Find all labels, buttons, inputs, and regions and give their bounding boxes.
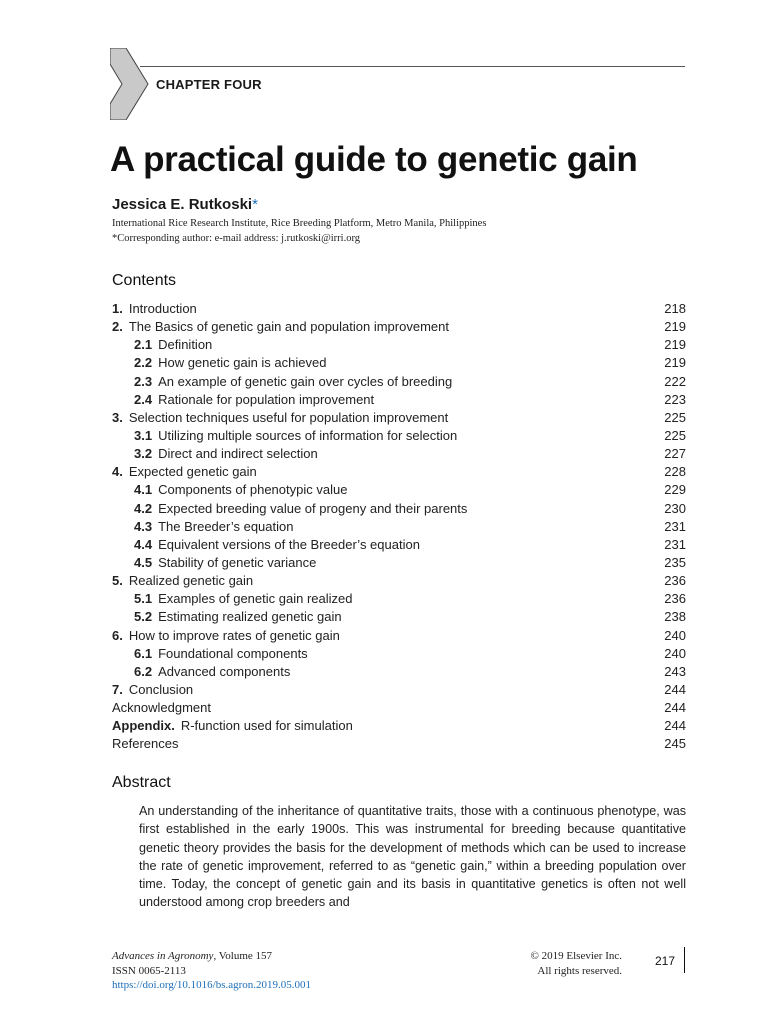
toc-entry-number: 5. — [112, 573, 123, 589]
toc-entry-number: 2.3 — [134, 373, 153, 389]
corresponding-author: *Corresponding author: e-mail address: j.rutkoski@irri.org — [112, 233, 361, 244]
journal-volume: , Volume 157 — [213, 950, 273, 962]
toc-entry-page: 231 — [664, 536, 686, 552]
toc-entry-title: Utilizing multiple sources of information for selection — [158, 427, 458, 443]
toc-entry-title: R-function used for simulation — [180, 718, 353, 734]
toc-entry-page: 223 — [664, 391, 686, 407]
toc-entry[interactable] — [112, 590, 686, 608]
toc-entry[interactable] — [112, 572, 686, 590]
toc-entry-page: 219 — [664, 319, 686, 335]
toc-entry-title: Definition — [158, 337, 213, 353]
doi-link[interactable]: https://doi.org/10.1016/bs.agron.2019.05.001 — [112, 979, 312, 991]
toc-entry-page: 236 — [664, 573, 686, 589]
contents-heading: Contents — [112, 272, 177, 289]
toc-entry[interactable] — [112, 300, 686, 318]
toc-entry[interactable] — [112, 735, 686, 753]
toc-entry-page: 229 — [664, 482, 686, 498]
toc-entry-number: 4.4 — [134, 536, 153, 552]
toc-entry-title: Selection techniques useful for population improvement — [128, 409, 449, 425]
toc-entry[interactable] — [112, 699, 686, 717]
toc-entry[interactable] — [112, 645, 686, 663]
toc-entry[interactable] — [112, 518, 686, 536]
toc-entry-title: Expected breeding value of progeny and their parents — [158, 500, 468, 516]
toc-entry-page: 218 — [664, 301, 686, 316]
page-number-rule — [684, 947, 685, 973]
toc-entry-number: 4. — [112, 464, 123, 480]
toc-entry-title: The Breeder’s equation — [158, 518, 294, 534]
toc-entry-number: 3. — [112, 409, 123, 425]
affiliation-line: International Rice Research Institute, Rice Breeding Platform, Metro Manila, Philippines — [112, 218, 487, 229]
author-mark[interactable]: * — [252, 196, 258, 213]
footer-citation — [112, 949, 311, 993]
toc-entry[interactable] — [112, 427, 686, 445]
table-of-contents — [112, 300, 686, 754]
toc-entry-page: 231 — [664, 518, 686, 534]
toc-entry-title: Foundational components — [158, 645, 308, 661]
page-number: 217 — [655, 954, 676, 968]
toc-entry-page: 238 — [664, 609, 686, 625]
rights: All rights reserved. — [537, 964, 622, 977]
chapter-label: CHAPTER FOUR — [156, 77, 262, 92]
toc-entry-title: Conclusion — [128, 681, 194, 697]
toc-entry[interactable] — [112, 445, 686, 463]
author — [112, 196, 258, 213]
article-title: A practical guide to genetic gain — [110, 140, 638, 179]
toc-entry-title: Examples of genetic gain realized — [158, 591, 353, 607]
toc-entry-number: Appendix. — [112, 718, 175, 734]
chapter-rule — [140, 66, 685, 67]
toc-entry-page: 227 — [664, 446, 686, 462]
toc-entry-number: 1. — [112, 301, 123, 316]
toc-entry-number: 2.4 — [134, 391, 153, 407]
toc-entry-number: 4.3 — [134, 518, 153, 534]
author-name: Jessica E. Rutkoski — [112, 196, 253, 213]
toc-entry-page: 219 — [664, 337, 686, 353]
toc-entry-number: 6.2 — [134, 663, 153, 679]
toc-entry[interactable] — [112, 336, 686, 354]
toc-entry[interactable] — [112, 627, 686, 645]
toc-entry[interactable] — [112, 481, 686, 499]
toc-entry[interactable] — [112, 663, 686, 681]
toc-entry-page: 228 — [664, 464, 686, 480]
toc-entry-number: 4.1 — [134, 482, 153, 498]
toc-entry-page: 244 — [664, 718, 686, 734]
abstract-heading: Abstract — [112, 774, 171, 791]
toc-entry-number: 7. — [112, 681, 123, 697]
toc-entry[interactable] — [112, 554, 686, 572]
toc-entry-page: 219 — [664, 355, 686, 371]
issn: ISSN 0065-2113 — [112, 964, 186, 977]
toc-entry-page: 245 — [664, 736, 686, 752]
toc-entry-number: 2. — [112, 319, 123, 335]
toc-entry-title: Direct and indirect selection — [158, 446, 318, 462]
toc-entry[interactable] — [112, 681, 686, 699]
journal-name: Advances in Agronomy — [112, 950, 214, 962]
abstract-body — [139, 802, 686, 912]
toc-entry[interactable] — [112, 373, 686, 391]
toc-entry-page: 235 — [664, 554, 686, 570]
toc-entry-number: 5.2 — [134, 609, 153, 625]
toc-entry[interactable] — [112, 717, 686, 735]
toc-entry-number: 6. — [112, 627, 123, 643]
toc-entry-page: 243 — [664, 663, 686, 679]
chapter-chevron-icon — [110, 48, 150, 120]
toc-entry[interactable] — [112, 409, 686, 427]
toc-entry-page: 225 — [664, 409, 686, 425]
toc-entry-title: Estimating realized genetic gain — [158, 609, 342, 625]
toc-entry[interactable] — [112, 354, 686, 372]
toc-entry[interactable] — [112, 608, 686, 626]
toc-entry-title: An example of genetic gain over cycles of breeding — [158, 373, 453, 389]
toc-entry-title: Acknowledgment — [112, 700, 211, 716]
toc-entry-number: 4.5 — [134, 554, 153, 570]
toc-entry-number: 3.1 — [134, 427, 153, 443]
toc-entry-page: 222 — [664, 373, 686, 389]
toc-entry-number: 2.2 — [134, 355, 153, 371]
toc-entry-title: Rationale for population improvement — [158, 391, 375, 407]
toc-entry-page: 240 — [664, 627, 686, 643]
toc-entry-number: 4.2 — [134, 500, 153, 516]
toc-entry-title: References — [112, 736, 179, 752]
toc-entry-title: Components of phenotypic value — [158, 482, 348, 498]
toc-entry-title: The Basics of genetic gain and population improvement — [128, 319, 449, 335]
toc-entry-number: 6.1 — [134, 645, 153, 661]
toc-entry-number: 5.1 — [134, 591, 153, 607]
toc-entry-title: Introduction — [128, 301, 197, 316]
toc-entry-page: 240 — [664, 645, 686, 661]
toc-entry-page: 244 — [664, 700, 686, 716]
toc-entry-title: Realized genetic gain — [128, 573, 254, 589]
copyright: © 2019 Elsevier Inc. — [530, 950, 622, 962]
toc-entry-page: 236 — [664, 591, 686, 607]
footer-copyright — [510, 949, 622, 978]
toc-entry[interactable] — [112, 391, 686, 409]
toc-entry-title: How to improve rates of genetic gain — [128, 627, 340, 643]
toc-entry-number: 2.1 — [134, 337, 153, 353]
toc-entry-title: Stability of genetic variance — [158, 554, 317, 570]
toc-entry-page: 230 — [664, 500, 686, 516]
toc-entry[interactable] — [112, 463, 686, 481]
toc-entry-title: Expected genetic gain — [128, 464, 257, 480]
toc-entry-number: 3.2 — [134, 446, 153, 462]
toc-entry-title: Advanced components — [158, 663, 291, 679]
toc-entry[interactable] — [112, 536, 686, 554]
toc-entry-page: 225 — [664, 427, 686, 443]
abstract-text: An understanding of the inheritance of quantitative traits, those with a continuous phenotype, was first established in the early 1900s. This was instrumental for breeding because quantitative genetic theory provides the basis for the development of methods which can be used to increase the rate of genetic improvement, referred to as “genetic gain,” within a breeding population over time. Today, the concept of genetic gain and its basis in quantitative genetics is often not well understood among crop breeders and — [139, 804, 686, 910]
toc-entry-title: How genetic gain is achieved — [158, 355, 327, 371]
toc-entry-title: Equivalent versions of the Breeder’s equation — [158, 536, 420, 552]
toc-entry-page: 244 — [664, 681, 686, 697]
toc-entry[interactable] — [112, 500, 686, 518]
toc-entry[interactable] — [112, 318, 686, 336]
